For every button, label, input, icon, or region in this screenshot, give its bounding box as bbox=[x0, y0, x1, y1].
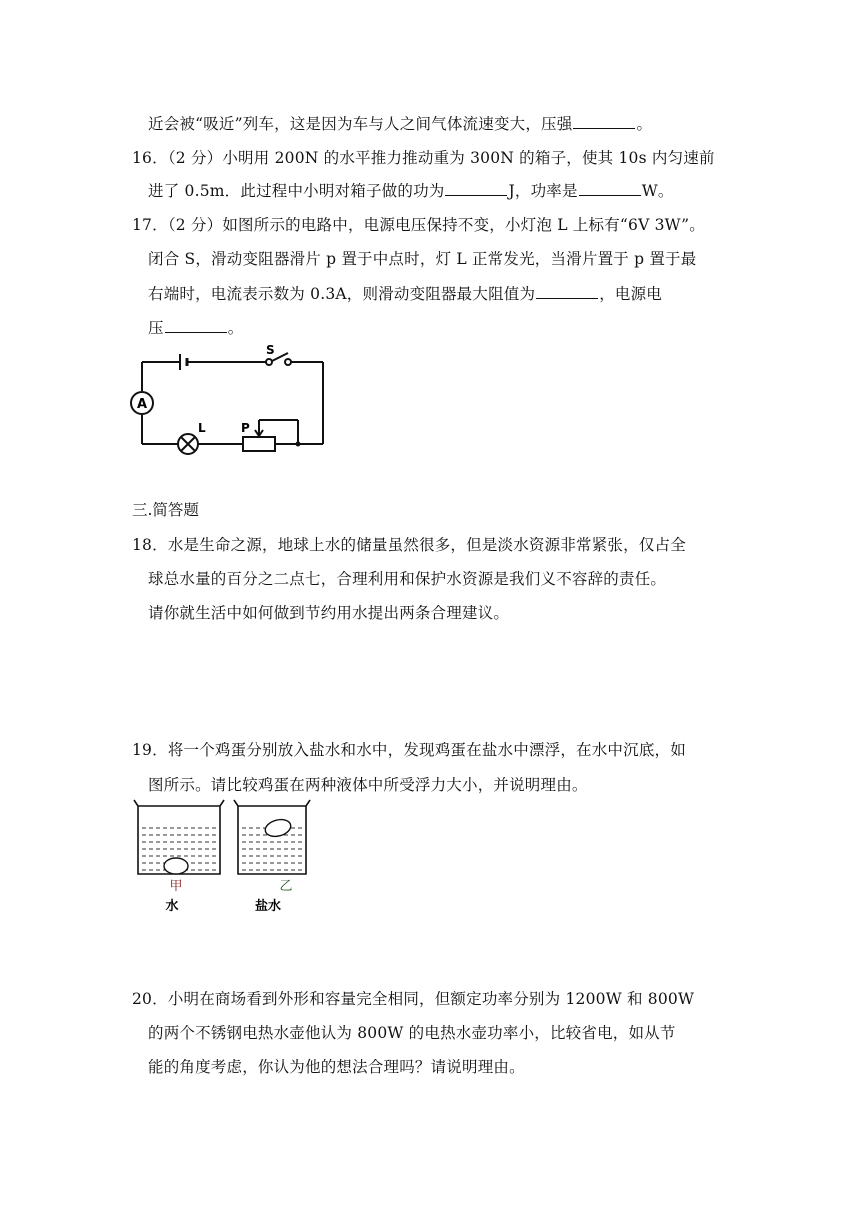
q20-line-1: 20．小明在商场看到外形和容量完全相同，但额定功率分别为 1200W 和 800W bbox=[132, 990, 695, 1008]
circuit-diagram bbox=[130, 340, 340, 460]
q19-line-1: 19．将一个鸡蛋分别放入盐水和水中，发现鸡蛋在盐水中漂浮，在水中沉底，如 bbox=[132, 741, 686, 759]
q15-line: 近会被“吸近”列车，这是因为车与人之间气体流速变大，压强 。 bbox=[148, 115, 653, 133]
ammeter-label: A bbox=[136, 397, 148, 412]
q18-line-1: 18．水是生命之源，地球上水的储量虽然很多，但是淡水资源非常紧张，仅占全 bbox=[132, 536, 686, 554]
q17-line-3: 右端时，电流表示数为 0.3A，则滑动变阻器最大阻值为 ，电源电 bbox=[148, 285, 662, 303]
q16-power-blank[interactable] bbox=[579, 181, 641, 196]
q17-voltage-blank[interactable] bbox=[165, 318, 227, 333]
egg-right bbox=[263, 817, 292, 839]
q18-line-2: 球总水量的百分之二点七，合理利用和保护水资源是我们义不容辞的责任。 bbox=[148, 570, 667, 588]
q19-line-2: 图所示。请比较鸡蛋在两种液体中所受浮力大小，并说明理由。 bbox=[148, 776, 588, 794]
q17-line-1: 17．（2 分）如图所示的电路中，电源电压保持不变，小灯泡 L 上标有“6V 3W”。 bbox=[132, 216, 705, 234]
q17-resistance-blank[interactable] bbox=[536, 284, 598, 299]
rheostat-label: P bbox=[241, 421, 250, 435]
section-heading: 三.简答题 bbox=[132, 501, 199, 519]
q15-text: 近会被“吸近”列车，这是因为车与人之间气体流速变大，压强 bbox=[148, 115, 573, 133]
q20-line-2: 的两个不锈钢电热水壶他认为 800W 的电热水壶功率小，比较省电，如从节 bbox=[148, 1024, 676, 1042]
right-beaker-label: 盐水 bbox=[254, 899, 282, 914]
q20-line-3: 能的角度考虑，你认为他的想法合理吗？请说明理由。 bbox=[148, 1058, 525, 1076]
q16-line-1: 16．（2 分）小明用 200N 的水平推力推动重为 300N 的箱子，使其 10s 内匀速前 bbox=[132, 149, 715, 167]
left-beaker-label: 水 bbox=[165, 899, 179, 914]
right-beaker-mark: 乙 bbox=[279, 879, 293, 894]
left-beaker-mark: 甲 bbox=[169, 879, 183, 894]
beakers-figure bbox=[128, 796, 318, 918]
q15-blank[interactable] bbox=[573, 114, 635, 129]
q18-line-3: 请你就生活中如何做到节约用水提出两条合理建议。 bbox=[148, 604, 510, 622]
switch-label: S bbox=[266, 343, 275, 357]
q17-line-2: 闭合 S，滑动变阻器滑片 p 置于中点时，灯 L 正常发光，当滑片置于 p 置于最 bbox=[148, 250, 697, 268]
q16-line-2: 进了 0.5m．此过程中小明对箱子做的功为 J，功率是 W。 bbox=[148, 182, 674, 200]
q16-work-blank[interactable] bbox=[445, 181, 507, 196]
lamp-label: L bbox=[198, 421, 206, 435]
egg-left bbox=[164, 858, 188, 874]
q17-line-4: 压 。 bbox=[148, 319, 244, 337]
